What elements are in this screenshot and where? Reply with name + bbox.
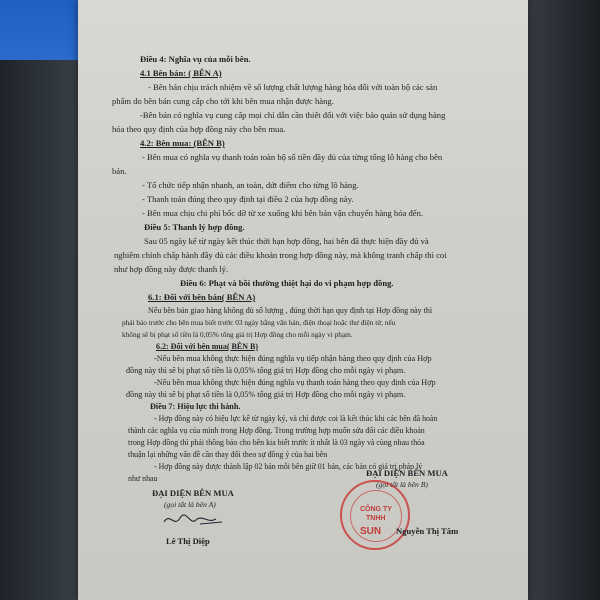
- text-line: - Bên bán chịu trách nhiệm về số lượng chất lượng hàng hóa đối với toàn bộ các sản: [148, 82, 438, 92]
- stamp-text-line2: TNHH: [366, 515, 386, 522]
- text-line: trong Hợp đồng thì phải thông báo cho bên kia biết trước ít nhất là 03 ngày và cùng nhau thỏa: [128, 438, 425, 447]
- text-line: - Hợp đồng này được thành lập 02 bản mỗi bên giữ 01 bản, các bản có giá trị pháp lý: [154, 462, 423, 471]
- text-line: hóa theo quy định của hợp đồng này cho bên mua.: [112, 124, 286, 134]
- stamp-text-line1: CÔNG TY: [360, 506, 392, 513]
- text-line: - Tổ chức tiếp nhận nhanh, an toàn, dứt điểm cho từng lô hàng.: [142, 180, 359, 190]
- text-line: như nhau: [128, 474, 158, 483]
- section-4-2-heading: 4.2: Bên mua: (BÊN B): [140, 138, 225, 148]
- article-5-heading: Điều 5: Thanh lý hợp đồng.: [144, 222, 245, 232]
- text-line: đồng này thì sẽ bị phạt số tiền là 0,05% tổng giá trị Hợp đồng cho mỗi ngày vi phạm.: [126, 366, 406, 375]
- text-line: thành các nghĩa vụ của mình trong Hợp đồng. Trong trường hợp muốn sửa đổi các điều khoản: [128, 426, 425, 435]
- background-right: [520, 0, 600, 600]
- text-line: phải báo trước cho bên mua biết trước 03 ngày bằng văn bản, điện thoại hoặc thư điện tử, nếu: [122, 318, 396, 327]
- text-line: - Hợp đồng này có hiệu lực kể từ ngày ký, và chỉ được coi là kết thúc khi các bên đã hoàn: [154, 414, 438, 423]
- article-7-heading: Điều 7: Hiệu lực thi hành.: [150, 402, 241, 411]
- buyer-representative-title: ĐẠI DIỆN BÊN MUA: [152, 488, 234, 498]
- text-line: - Thanh toán đúng theo quy định tại điều 2 của hợp đồng này.: [142, 194, 354, 204]
- section-4-1-heading: 4.1 Bên bán: ( BÊN A): [140, 68, 222, 78]
- text-line: -Nếu bên mua không thực hiện đúng nghĩa vụ thanh toán hàng theo quy định của Hợp: [154, 378, 436, 387]
- section-6-1-heading: 6.1: Đối với bên bán( BÊN A): [148, 292, 256, 302]
- article-6-heading: Điều 6: Phạt và bồi thường thiệt hại do vi phạm hợp đồng.: [180, 278, 394, 288]
- text-line: đồng này thì sẽ bị phạt số tiền là 0,05% tổng giá trị Hợp đồng cho mỗi ngày vi phạm.: [126, 390, 406, 399]
- company-stamp: [340, 480, 410, 550]
- text-line: - Bên mua có nghĩa vụ thanh toán toàn bộ số tiền đầy đủ của từng tổng lô hàng cho bên: [142, 152, 443, 162]
- stamp-text-line3: SUN: [360, 526, 382, 537]
- text-line: Sau 05 ngày kể từ ngày kết thúc thời hạn hợp đồng, hai bên đã thực hiện đầy đủ và: [144, 236, 429, 246]
- text-line: phẩm do bên bán cung cấp cho tới khi bên mua nhận được hàng.: [112, 96, 334, 106]
- text-line: -Nếu bên mua không thực hiện đúng nghĩa vụ tiếp nhận hàng theo quy định của Hợp: [154, 354, 432, 363]
- text-line: nghiêm chỉnh chấp hành đầy đủ các điều khoản trong hợp đồng này, mà không tranh chấp thì coi: [114, 250, 447, 260]
- section-6-2-heading: 6.2: Đối với bên mua( BÊN B): [156, 342, 258, 351]
- text-line: -Bên bán có nghĩa vụ cung cấp mọi chỉ dẫn cần thiết đối với việc bảo quản sử dụng hàng: [140, 110, 446, 120]
- text-line: bán.: [112, 166, 127, 176]
- text-line: như hợp đồng này được thanh lý.: [114, 264, 229, 274]
- article-4-heading: Điều 4: Nghĩa vụ của mỗi bên.: [140, 54, 251, 64]
- text-line: - Bên mua chịu chi phí bốc dỡ từ xe xuống khi bên bán vận chuyển hàng hóa đến.: [142, 208, 424, 218]
- buyer-representative-subtitle: (gọi tắt là bên A): [164, 500, 216, 509]
- signature-left: [160, 510, 230, 530]
- text-line: không sẽ bị phạt số tiền là 0,05% tổng giá trị Hợp đồng cho mỗi ngày vi phạm.: [122, 330, 353, 339]
- document-page: [78, 0, 528, 600]
- text-line: Nếu bên bán giao hàng không đủ số lượng , đúng thời hạn quy định tại Hợp đồng này thì: [148, 306, 433, 315]
- seller-representative-title: ĐẠI DIỆN BÊN MUA: [366, 468, 448, 478]
- seller-representative-subtitle: (gọi tắt là bên B): [376, 480, 428, 489]
- text-line: thuận lại những vấn đề cần thay đổi theo sự đồng ý của hai bên: [128, 450, 328, 459]
- buyer-name: Lê Thị Diệp: [166, 536, 210, 546]
- seller-name: Nguyễn Thị Tâm: [396, 526, 459, 536]
- background-left: [0, 0, 80, 600]
